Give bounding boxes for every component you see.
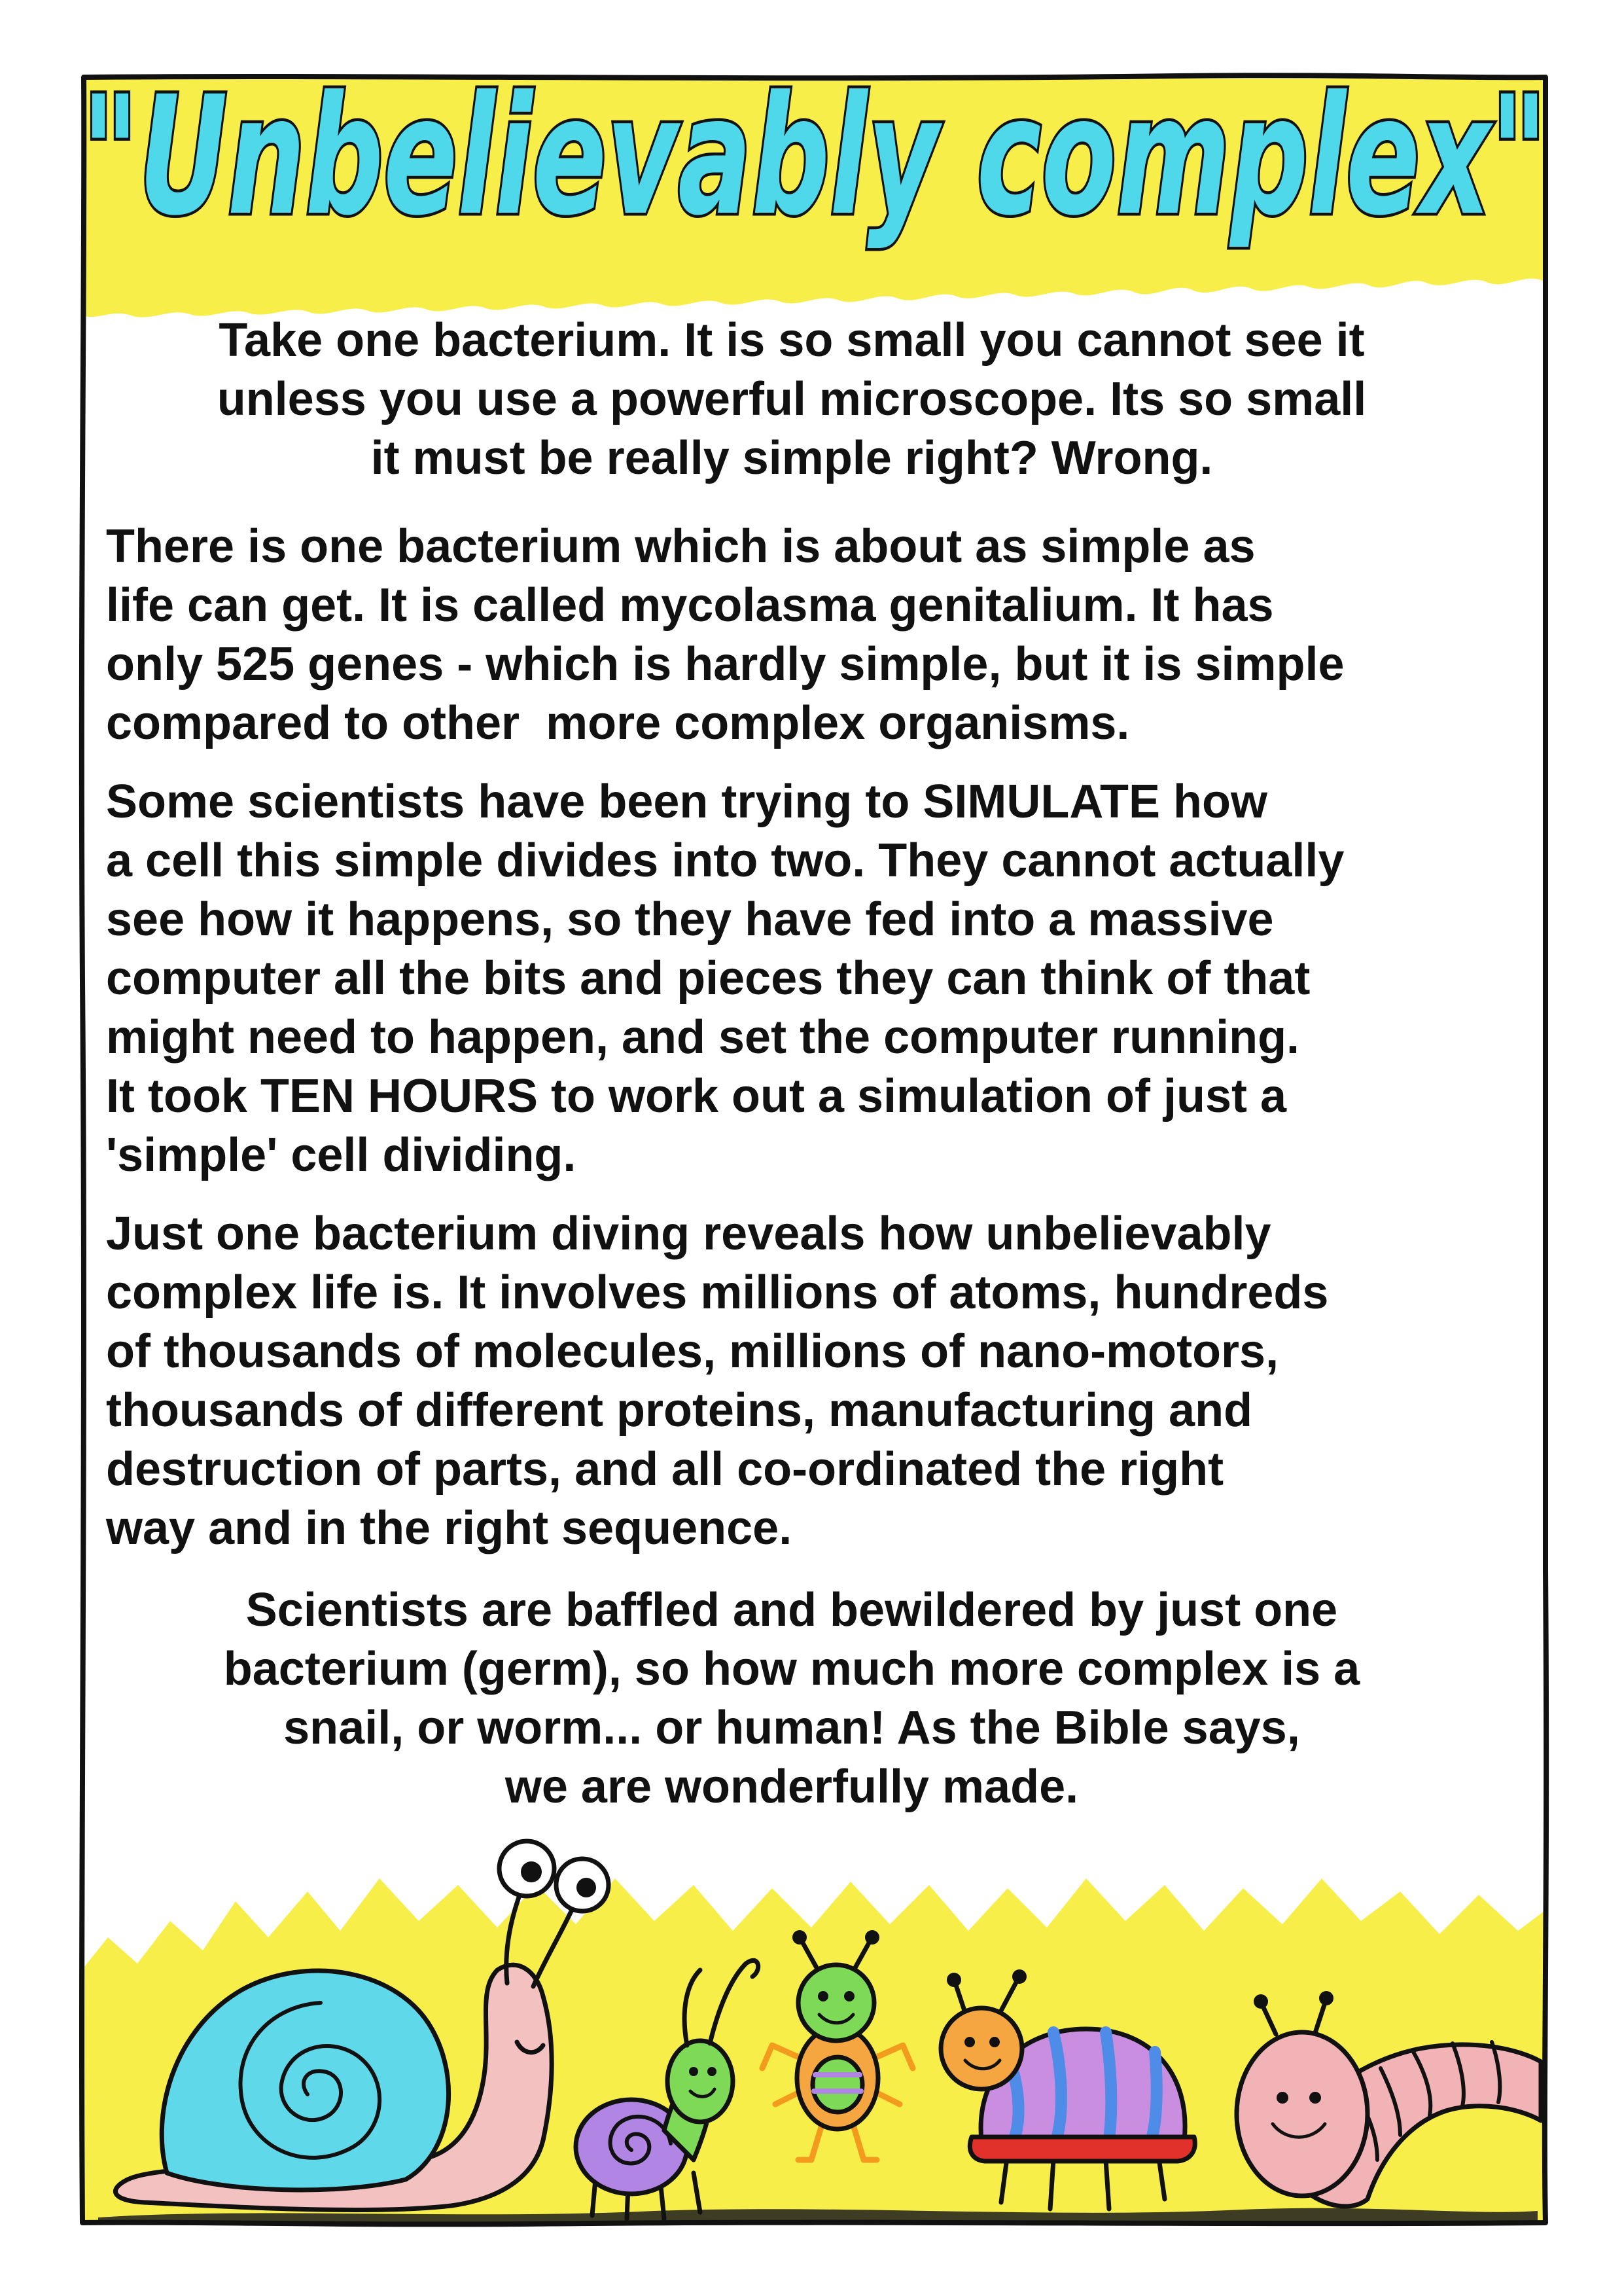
text-line: of thousands of molecules, millions of nano-motors, (106, 1325, 1279, 1378)
bug-leg (854, 2127, 877, 2160)
text-line: complex life is. It involves millions of atoms, hundreds (106, 1266, 1329, 1319)
text-line: Take one bacterium. It is so small you cannot see it (219, 314, 1365, 367)
text-line: 'simple' cell dividing. (106, 1129, 576, 1181)
text-line: Some scientists have been trying to SIMULATE how (106, 776, 1267, 828)
bug-belly (813, 2057, 862, 2112)
bug-leg (694, 2173, 700, 2212)
text-line: a cell this simple divides into two. They cannot actually (106, 834, 1345, 887)
bug-eye (707, 2067, 716, 2076)
worm-antenna-tip (1254, 1994, 1268, 2009)
snail-eye-stalk (533, 1901, 576, 1986)
text-line: It took TEN HOURS to work out a simulation of just a (106, 1070, 1287, 1122)
beetle-illustration (941, 1969, 1195, 2209)
text-line: compared to other more complex organisms. (106, 697, 1130, 749)
text-line: snail, or worm... or human! As the Bible says, (283, 1702, 1300, 1754)
snail-pupil (521, 1861, 542, 1882)
bug-antenna (854, 1941, 870, 1970)
beetle-antenna-tip (947, 1973, 961, 1987)
bug-head (798, 1965, 874, 2041)
bug-leg (798, 2127, 821, 2160)
beetle-eye (989, 2037, 1000, 2047)
snail-illustration (115, 1841, 609, 2210)
worm-antenna-tip (1319, 1991, 1333, 2005)
text-line: thousands of different proteins, manufacturing and (106, 1384, 1253, 1437)
bug-eye (844, 1991, 855, 2001)
text-line: might need to happen, and set the computer running. (106, 1011, 1300, 1064)
green-bug-illustration (762, 1930, 913, 2160)
beetle-antenna (955, 1983, 965, 2013)
worm-head (1237, 2032, 1368, 2196)
worm-antenna (1315, 2003, 1325, 2033)
text-line: There is one bacterium which is about as simple as (106, 520, 1256, 573)
bug-leg (661, 2186, 664, 2219)
text-line: it must be really simple right? Wrong. (370, 432, 1213, 484)
bug-antenna-tip (865, 1930, 879, 1945)
worm-eye (1309, 2092, 1321, 2104)
beetle-antenna (1001, 1980, 1017, 2011)
text-line: only 525 genes - which is hardly simple, but it is simple (106, 638, 1345, 691)
beetle-eye (964, 2037, 975, 2047)
text-line: bacterium (germ), so how much more complex is a (223, 1643, 1360, 1695)
bug-antenna (802, 1941, 818, 1970)
text-line: way and in the right sequence. (106, 1502, 792, 1554)
bug-eye (689, 2067, 698, 2076)
text-line: life can get. It is called mycolasma genitalium. It has (106, 579, 1274, 632)
snail-bug-illustration (576, 1960, 758, 2219)
bug-antenna (684, 1970, 700, 2045)
beetle-leg (1106, 2160, 1109, 2209)
bug-arm (874, 2045, 913, 2068)
snail-pupil (576, 1878, 596, 1897)
page-title: "Unbelievably complex" (82, 61, 1547, 251)
beetle-leg (1050, 2160, 1053, 2209)
worm-antenna (1263, 2006, 1276, 2034)
beetle-base (970, 2137, 1195, 2161)
text-line: destruction of parts, and all co-ordinated the right (106, 1443, 1224, 1496)
text-line: unless you use a powerful microscope. Its so small (217, 373, 1367, 425)
text-line: we are wonderfully made. (504, 1761, 1079, 1813)
worm-eye (1277, 2092, 1288, 2104)
text-line: computer all the bits and pieces they can think of that (106, 952, 1311, 1005)
bug-arm (762, 2045, 802, 2068)
bug-eye (818, 1991, 828, 2001)
text-line: Scientists are baffled and bewildered by just one (245, 1584, 1338, 1636)
worm-illustration (1237, 1991, 1541, 2206)
bug-antenna (710, 1960, 758, 2043)
beetle-head (941, 2008, 1022, 2089)
beetle-antenna-tip (1012, 1969, 1027, 1984)
bug-head (667, 2041, 733, 2122)
bug-antenna-tip (792, 1930, 807, 1945)
text-line: see how it happens, so they have fed into a massive (106, 893, 1274, 946)
text-line: Just one bacterium diving reveals how unbelievably (106, 1208, 1271, 1260)
